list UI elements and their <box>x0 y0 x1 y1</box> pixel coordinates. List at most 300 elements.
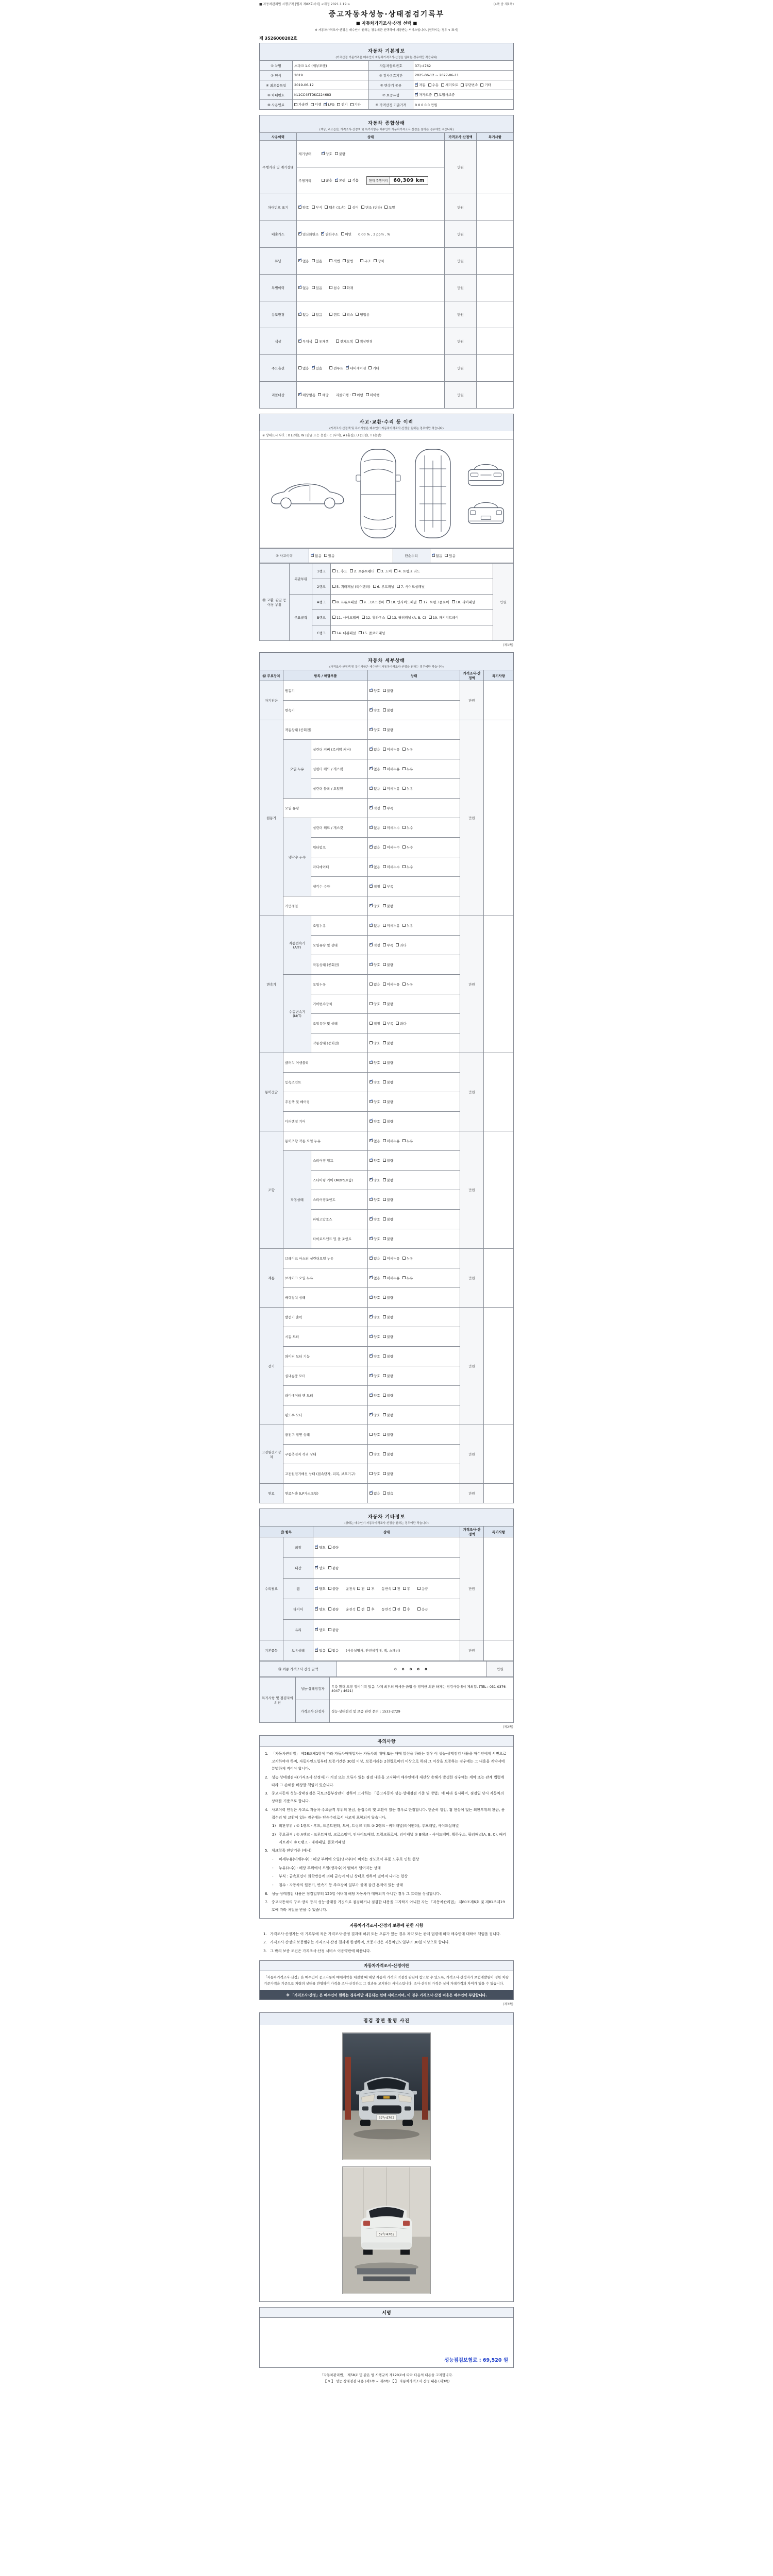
checkbox-unchecked-icon <box>383 1433 386 1436</box>
fuel-label: ⑧ 사용연료 <box>260 100 293 110</box>
item-name: 작동상태 (공회전) <box>283 720 368 740</box>
option <box>298 339 312 344</box>
exchange-row <box>260 564 514 579</box>
final-price-value: 0 0 0 0 0 <box>337 1662 487 1677</box>
option <box>369 884 380 889</box>
col-remark: 특기사항 <box>484 1527 514 1537</box>
option-label: 양호 <box>374 1197 380 1202</box>
option <box>369 1236 380 1241</box>
option <box>311 553 322 558</box>
option-label: 양호 <box>374 727 380 732</box>
item-name: 클러치 어셈블리 <box>283 1053 368 1073</box>
option-label: 영업용 <box>360 312 370 317</box>
document-title: 중고자동차성능·상태점검기록부 <box>328 10 445 19</box>
option-label: 무단변속 <box>465 83 478 88</box>
checkbox-unchecked-icon <box>312 313 315 316</box>
checkbox-unchecked-icon <box>367 1587 370 1590</box>
option-label: 미세누유 <box>386 786 400 791</box>
checkbox-unchecked-icon <box>357 1607 360 1611</box>
checkbox-checked-icon <box>369 1492 373 1495</box>
price-cell: 만원 <box>460 1131 484 1249</box>
option <box>403 1607 410 1612</box>
other-state-cell <box>313 1558 460 1579</box>
checkbox-unchecked-icon <box>312 206 315 209</box>
detail-state-cell <box>368 1053 460 1073</box>
remark-cell <box>484 1537 514 1640</box>
checkbox-checked-icon <box>369 865 373 868</box>
summary-item-name: 계기상태 <box>298 152 312 157</box>
option <box>383 1256 400 1261</box>
simple-repair-options <box>430 549 514 563</box>
checkbox-unchecked-icon <box>383 963 386 966</box>
checkbox-unchecked-icon <box>362 616 365 619</box>
section-title: 사고·교환·수리 등 이력 <box>359 420 414 425</box>
checkbox-unchecked-icon <box>369 1433 373 1436</box>
checkbox-unchecked-icon <box>325 206 328 209</box>
item-name: 브레이크 오일 누유 <box>283 1268 368 1288</box>
rank-label: 1랭크 <box>312 564 331 579</box>
option-label: 일산화탄소 <box>303 232 319 236</box>
option-label: 14. 대쉬패널 <box>337 631 356 635</box>
option-label: 누유 <box>406 1276 413 1280</box>
checkbox-checked-icon <box>322 152 325 155</box>
summary-row <box>260 355 514 382</box>
summary-column-header <box>260 133 514 141</box>
option <box>383 1021 394 1026</box>
option <box>315 339 329 344</box>
option-label: 없음 <box>374 1276 380 1280</box>
item-name: 윈도우 모터 <box>283 1405 368 1425</box>
checkbox-unchecked-icon <box>445 554 448 557</box>
inspection-photo-rear <box>342 2166 431 2294</box>
option <box>394 569 420 573</box>
option-label: 양호 <box>374 1354 380 1359</box>
col-price: 가격조사·산정액 <box>460 1527 484 1537</box>
options-group <box>322 152 348 156</box>
option <box>369 747 380 752</box>
item-name: 와이퍼 모터 기능 <box>283 1347 368 1366</box>
option <box>337 102 348 107</box>
option-label: 불량 <box>386 727 394 732</box>
option <box>377 569 392 573</box>
signature-title: 서명 <box>260 2308 513 2318</box>
option <box>298 393 315 397</box>
item-name: 발전기 출력 <box>283 1308 368 1327</box>
option <box>369 1334 380 1339</box>
checkbox-checked-icon <box>369 1061 373 1064</box>
summary-row <box>260 301 514 328</box>
notice-number: - <box>272 1874 274 1879</box>
option-label: 불량 <box>386 1432 394 1437</box>
summary-row <box>260 382 514 409</box>
option-label: 네비게이션 <box>349 366 366 370</box>
photo-license-plate: 37누4762 <box>378 2232 395 2236</box>
checkbox-unchecked-icon <box>403 1587 406 1590</box>
option <box>452 600 476 604</box>
option-label: 부족 <box>386 806 394 810</box>
transmission-options <box>413 80 514 90</box>
option <box>369 708 380 713</box>
remark-cell <box>477 301 514 328</box>
form-reference: ■ 자동차관리법 시행규칙 [별지 제82호서식] <개정 2021.1.19.> <box>259 3 350 6</box>
option-label: 없음 <box>435 553 443 558</box>
option-label: 양호 <box>374 1334 380 1339</box>
item-name: 워터펌프 <box>311 838 368 857</box>
vin-label: ⑥ 차대번호 <box>260 90 293 100</box>
simple-repair-label: 단순수리 <box>393 549 430 563</box>
checkbox-unchecked-icon <box>417 1587 421 1590</box>
checkbox-unchecked-icon <box>402 826 406 829</box>
final-price-table <box>259 1661 514 1677</box>
option <box>383 1158 394 1163</box>
checkbox-unchecked-icon <box>329 366 332 369</box>
remark-cell <box>477 194 514 221</box>
option-label: 없음 <box>374 1256 380 1261</box>
item-name: 타이어 <box>283 1599 313 1620</box>
notice-item <box>264 1790 509 1805</box>
option <box>369 1099 380 1104</box>
option <box>356 312 369 317</box>
table-row <box>260 71 514 80</box>
item-name: 디퍼렌셜 기어 <box>283 1112 368 1131</box>
option-label: 불량 <box>386 1099 394 1104</box>
option <box>369 1393 380 1398</box>
checkbox-checked-icon <box>298 340 301 343</box>
checkbox-unchecked-icon <box>383 943 386 946</box>
remark-cell <box>477 141 514 194</box>
option-label: 11. 사이드멤버 <box>337 615 359 620</box>
summary-row <box>260 194 514 221</box>
footer-line-2: 【 ∨ 】 성능·상태점검 내용 (제1쪽 ~ 제2쪽) 【 】 자동차가격조사·산정 내용 (제3쪽) <box>323 2379 450 2383</box>
section-note: (가격산정 기준가격은 매수인이 자동차가격조사·산정을 원하는 경우에만 적습니다) <box>335 56 438 59</box>
option <box>328 1586 339 1591</box>
signature-section <box>259 2307 514 2368</box>
option <box>383 1315 394 1319</box>
detail-state-cell <box>368 818 460 838</box>
checkbox-unchecked-icon <box>403 1607 406 1611</box>
checkbox-checked-icon <box>298 206 301 209</box>
col-price: 가격조사·산정액 <box>460 670 484 681</box>
option <box>369 1119 380 1124</box>
option-label: 있음 <box>328 553 335 558</box>
notice-number: 7. <box>265 1900 268 1905</box>
option <box>335 178 346 182</box>
checkbox-unchecked-icon <box>419 600 422 603</box>
option <box>336 339 353 344</box>
option-label: 없음 <box>303 312 309 317</box>
detail-section-header <box>259 652 514 670</box>
notice-item <box>264 1822 509 1830</box>
option <box>346 366 366 370</box>
notices-list <box>260 1747 513 1918</box>
option-label: 상이 <box>352 205 359 210</box>
summary-state-cell <box>297 141 445 167</box>
option-label: 없음 <box>303 259 309 263</box>
detail-state-cell <box>368 1425 460 1445</box>
option <box>369 1217 380 1222</box>
checkbox-unchecked-icon <box>383 826 386 829</box>
photos-section-header <box>259 2012 514 2025</box>
option <box>393 1586 400 1591</box>
car-diagram-underbody-view <box>409 446 457 541</box>
checkbox-checked-icon <box>369 787 373 790</box>
checkbox-checked-icon <box>369 767 373 770</box>
option-label: 보통 <box>339 178 346 182</box>
checkbox-unchecked-icon <box>298 366 301 369</box>
summary-state-cell <box>297 382 445 409</box>
option <box>397 584 425 589</box>
notice-item <box>264 1890 509 1898</box>
other-info-table <box>259 1526 514 1661</box>
option-label: 2. 프론트펜더 <box>354 569 375 573</box>
option <box>369 1452 380 1456</box>
option-label: 누수 <box>406 825 413 830</box>
option-label: 부식 <box>315 205 323 210</box>
option-label: 기타 <box>354 103 361 107</box>
item-name: 작동상태 (공회전) <box>311 1033 368 1053</box>
option <box>311 102 322 107</box>
detail-state-cell <box>368 720 460 740</box>
checkbox-checked-icon <box>369 845 373 849</box>
price-cell: 만원 <box>460 1249 484 1308</box>
checkbox-checked-icon <box>315 1649 318 1652</box>
price-cell: 만원 <box>493 564 514 641</box>
checkbox-unchecked-icon <box>369 1472 373 1475</box>
checkbox-unchecked-icon <box>343 286 346 289</box>
option <box>298 232 318 236</box>
option <box>402 865 413 869</box>
option-label: 6. 루프패널 <box>377 584 395 589</box>
checkbox-unchecked-icon <box>383 1237 386 1240</box>
price-cell: 만원 <box>445 221 477 248</box>
option <box>360 259 371 263</box>
rank-label: C랭크 <box>312 625 331 641</box>
item-name: 휠 <box>283 1579 313 1599</box>
exchange-label: ⑪ 교환, 판금 등 이상 부위 <box>260 564 290 641</box>
option-label: 누유 <box>406 923 413 928</box>
option <box>369 1197 380 1202</box>
notice-text: 주요골격 : ① A랭크 - 프론트패널, 크로스멤버, 인사이드패널, 트렁크플로어, 리어패널 ② B랭크 - 사이드멤버, 휠하우스, 필러패널(A, B, C), 패키지트레이 ③ C랭크 - 대쉬패널, 플로어패널 <box>279 1832 506 1844</box>
inspection-photos-section <box>259 2012 514 2302</box>
checkbox-unchecked-icon <box>393 1587 396 1590</box>
option <box>402 982 413 987</box>
summary-row <box>260 141 514 167</box>
option <box>298 312 309 317</box>
option <box>402 825 413 830</box>
notice-item <box>264 1856 509 1863</box>
option <box>383 962 394 967</box>
option <box>383 1060 394 1065</box>
checkbox-unchecked-icon <box>383 1080 386 1083</box>
notice-text: 「자동차관리법」 제58조제1항에 따라 자동차매매업자는 자동차의 매매 또는 매매 알선을 하려는 경우 이 성능·상태점검 내용을 매수인에게 서면으로 고지하여야 하며, 자동차인도일부터 보증기간은 30일 이상, 보증거리는 2천킬로미터 이상으로 하되 그 이상을 보증하는 경우에는 그 내용을 계약서에 분명하게 적어야 합니다. <box>272 1752 507 1771</box>
option-label: 불량 <box>386 1041 394 1045</box>
detail-state-cell <box>368 1484 460 1503</box>
checkbox-unchecked-icon <box>383 1041 386 1044</box>
checkbox-unchecked-icon <box>417 1607 421 1611</box>
option-label: 적정 <box>374 884 380 889</box>
summary-group-label: 튜닝 <box>260 248 297 275</box>
option <box>369 1256 380 1261</box>
car-name-label: ① 차명 <box>260 61 293 71</box>
option <box>369 1276 380 1280</box>
checkbox-unchecked-icon <box>402 787 406 790</box>
option-label: 불량 <box>332 1628 339 1632</box>
checkbox-unchecked-icon <box>480 83 483 87</box>
current-mileage-label: 현재 주행거리 <box>367 177 391 184</box>
option-label: 과다 <box>400 1021 407 1026</box>
option-label: 디젤 <box>314 103 322 107</box>
detail-state-cell <box>368 1210 460 1229</box>
option-label: 미세누수 <box>386 845 400 850</box>
option <box>368 366 379 370</box>
checkbox-checked-icon <box>369 1159 373 1162</box>
car-diagram-front-view <box>464 459 508 490</box>
checkbox-unchecked-icon <box>332 569 335 572</box>
option-label: 불량 <box>386 1452 394 1456</box>
detail-state-cell <box>368 1405 460 1425</box>
option-label: 있음 <box>315 366 323 370</box>
notice-text: 가격조사·산정의 보증범위는 가격조사·산정 결과에 한정하며, 보증기간은 자동차인도일부터 30일 이상으로 합니다. <box>270 1940 450 1945</box>
option-label: 누유 <box>406 767 413 771</box>
option-label: 있음 <box>315 312 323 317</box>
option-label: 있음 <box>319 1648 326 1653</box>
checkbox-checked-icon <box>369 1315 373 1318</box>
option <box>369 1041 380 1045</box>
summary-group-label: 색상 <box>260 328 297 355</box>
option-label: 가솔린 <box>298 103 308 107</box>
option-label: 있음 <box>315 285 323 290</box>
remark-cell <box>484 681 514 720</box>
inspection-validity-value: 2025-06-12 ~ 2027-06-11 <box>413 71 514 80</box>
option <box>315 1628 326 1632</box>
col-state: 상태 <box>297 133 445 141</box>
option-label: 구조 <box>364 259 371 263</box>
option <box>374 259 384 263</box>
option <box>367 1607 374 1612</box>
other-state-cell <box>313 1620 460 1640</box>
checkbox-checked-icon <box>369 1198 373 1201</box>
notice-text: 부식 : 금속표면이 화학반응에 의해 금속이 아닌 상태로 변하여 떨어져 나가는 현상 <box>279 1874 408 1879</box>
option-label: 후 <box>407 1607 410 1612</box>
emission-values: 0.00 % , 3 ppm , % <box>358 232 391 237</box>
option <box>329 366 343 370</box>
option <box>383 825 400 830</box>
checkbox-unchecked-icon <box>352 393 356 396</box>
checkbox-unchecked-icon <box>396 1022 399 1025</box>
option-label: 불법 <box>346 259 354 263</box>
option-label: 양호 <box>319 1566 326 1570</box>
summary-group-label: 배출가스 <box>260 221 297 248</box>
checkbox-checked-icon <box>369 885 373 888</box>
option <box>332 615 359 620</box>
option <box>348 178 359 182</box>
detail-row <box>260 681 514 701</box>
option-label: 불량 <box>332 1586 339 1591</box>
notice-number: - <box>272 1857 274 1861</box>
option-label: 렌트 <box>333 312 340 317</box>
option-label: 도말 <box>389 205 395 210</box>
option-label: 부족 <box>386 943 394 947</box>
accident-history-table <box>259 548 514 563</box>
checkbox-checked-icon <box>315 1628 318 1631</box>
option-label: 기타 <box>484 83 491 88</box>
option-label: 미이행 <box>369 393 380 397</box>
definition-title: 자동차가격조사·산정이란 <box>260 1961 513 1971</box>
price-cell: 만원 <box>445 355 477 382</box>
option-label: 불량 <box>386 1295 394 1300</box>
option-label: 전 <box>361 1586 365 1591</box>
remark-cell <box>477 355 514 382</box>
option <box>369 786 380 791</box>
notices-title: 유의사항 <box>260 1736 513 1747</box>
checkbox-unchecked-icon <box>332 631 335 634</box>
option <box>328 1545 339 1550</box>
definition-highlight: ※ 「가격조사·산정」은 매수인이 원하는 경우에만 제공되는 선택 서비스이며, 이 경우 가격조사·산정 비용은 매수인이 부담합니다. <box>260 1990 513 1999</box>
option <box>383 1178 394 1182</box>
option-label: 양호 <box>374 1236 380 1241</box>
table-row <box>260 1677 514 1700</box>
item-name: 스티어링 펌프 <box>311 1151 368 1171</box>
checkbox-unchecked-icon <box>383 924 386 927</box>
exchange-row <box>260 595 514 610</box>
checkbox-checked-icon <box>369 924 373 927</box>
checkbox-unchecked-icon <box>383 1452 386 1455</box>
summary-group-label: 리콜대상 <box>260 382 297 409</box>
option-label: LPG <box>328 102 334 107</box>
checkbox-unchecked-icon <box>312 259 315 262</box>
detail-state-table <box>259 670 514 1503</box>
summary-state-cell <box>297 328 445 355</box>
option-label: 부족 <box>386 884 394 889</box>
option-label: 양호 <box>374 1413 380 1417</box>
checkbox-unchecked-icon <box>402 1257 406 1260</box>
option <box>332 569 347 573</box>
checkbox-unchecked-icon <box>343 313 346 316</box>
notice-number: 2. <box>265 1775 268 1780</box>
checkbox-unchecked-icon <box>383 1276 386 1279</box>
reg-no-value: 37누4762 <box>413 61 514 71</box>
checkbox-unchecked-icon <box>383 689 386 692</box>
device-label: 조향 <box>260 1131 283 1249</box>
option-label: 불량 <box>386 688 394 693</box>
option <box>312 312 323 317</box>
option <box>383 1041 394 1045</box>
option <box>341 232 352 236</box>
footer <box>259 2372 514 2385</box>
option <box>312 259 323 263</box>
option <box>369 767 380 771</box>
checkbox-unchecked-icon <box>383 1178 386 1181</box>
detail-state-cell <box>368 1268 460 1288</box>
remark-cell <box>484 1425 514 1484</box>
price-cell: 만원 <box>460 1640 484 1661</box>
option <box>383 1393 394 1398</box>
other-state-cell <box>313 1537 460 1558</box>
checkbox-unchecked-icon <box>383 708 386 711</box>
option-label: 해당없음 <box>303 393 316 397</box>
price-cell: 만원 <box>445 301 477 328</box>
option-label: 적정 <box>374 943 380 947</box>
option-label: 화재 <box>346 285 354 290</box>
table-row <box>260 1662 514 1677</box>
checkbox-unchecked-icon <box>383 728 386 731</box>
detail-state-cell <box>368 1249 460 1268</box>
option-label: 불량 <box>386 1471 394 1476</box>
option <box>329 285 340 290</box>
option <box>432 553 443 558</box>
checkbox-unchecked-icon <box>383 885 386 888</box>
option <box>417 1586 428 1591</box>
